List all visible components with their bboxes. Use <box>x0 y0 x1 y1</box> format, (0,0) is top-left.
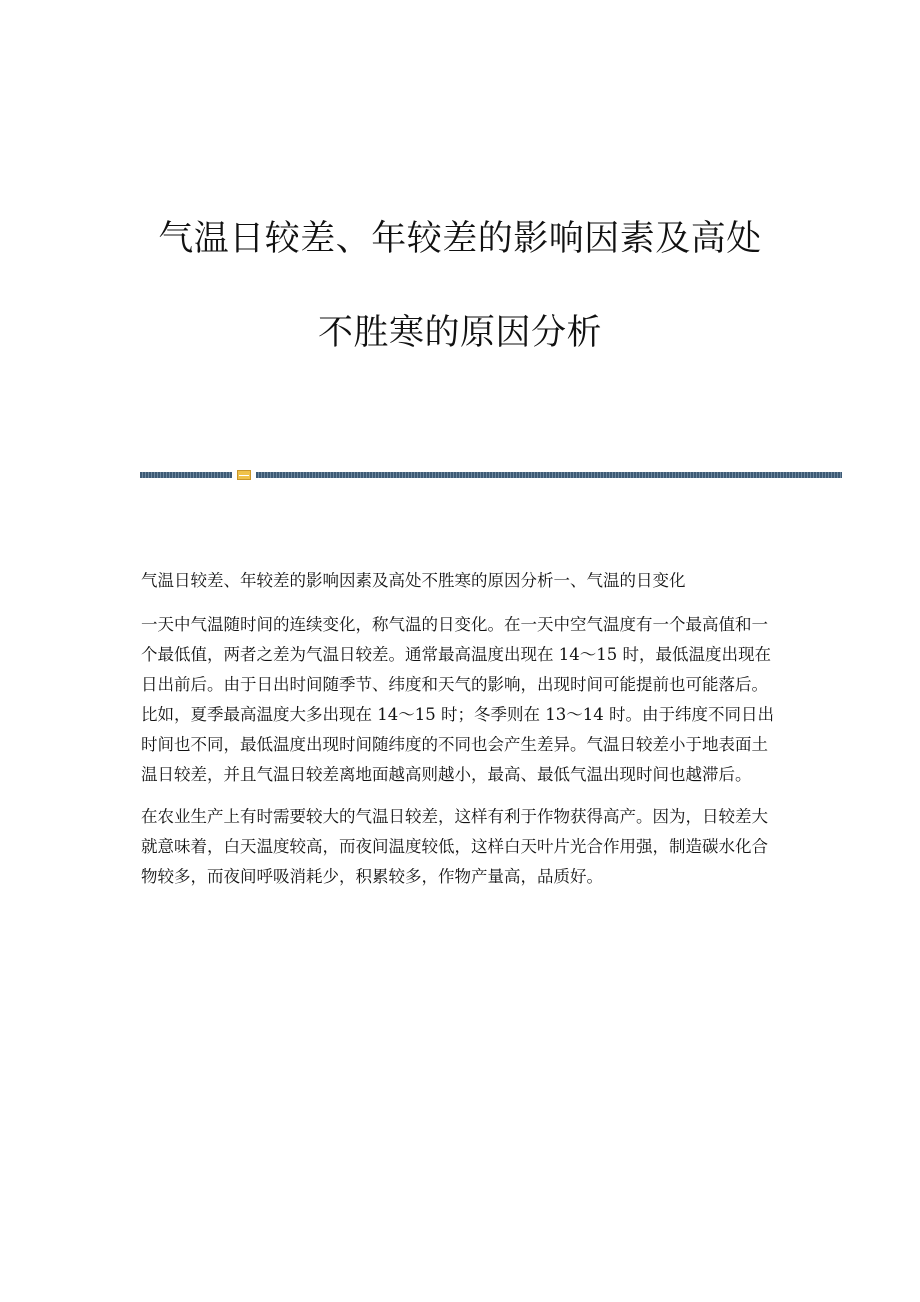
divider-bar-right <box>256 472 842 478</box>
document-title-line-1: 气温日较差、年较差的影响因素及高处 <box>158 219 762 259</box>
title-divider <box>140 470 842 480</box>
document-body <box>141 566 781 904</box>
divider-bar-left <box>140 472 232 478</box>
document-title-line-2: 不胜寒的原因分析 <box>317 313 602 353</box>
body-paragraph: 一天中气温随时间的连续变化，称气温的日变化。在一天中空气温度有一个最高值和一个最低值，两者之差为气温日较差。通常最高温度出现在 14～15 时，最低温度出现在日出前后。由于日出时间随季节、纬度和天气的影响，出现时间可能提前也可能落后。比如，夏季最高温度大多出现在 14～15 时；冬季则在 13～14 时。由于纬度不同日出时间也不同，最低温度出现时间随纬度的不同也会产生差异。气温日较差小于地表面土温日较差，并且气温日较差离地面越高则越小，最高、最低气温出现时间也越滞后。 <box>141 615 774 784</box>
intro-paragraph: 气温日较差、年较差的影响因素及高处不胜寒的原因分析一、气温的日变化 <box>141 571 686 590</box>
body-paragraph: 在农业生产上有时需要较大的气温日较差，这样有利于作物获得高产。因为，日较差大就意味着，白天温度较高，而夜间温度较低，这样白天叶片光合作用强，制造碳水化合物较多，而夜间呼吸消耗少，积累较多，作物产量高，品质好。 <box>141 807 768 886</box>
envelope-icon <box>237 470 251 480</box>
